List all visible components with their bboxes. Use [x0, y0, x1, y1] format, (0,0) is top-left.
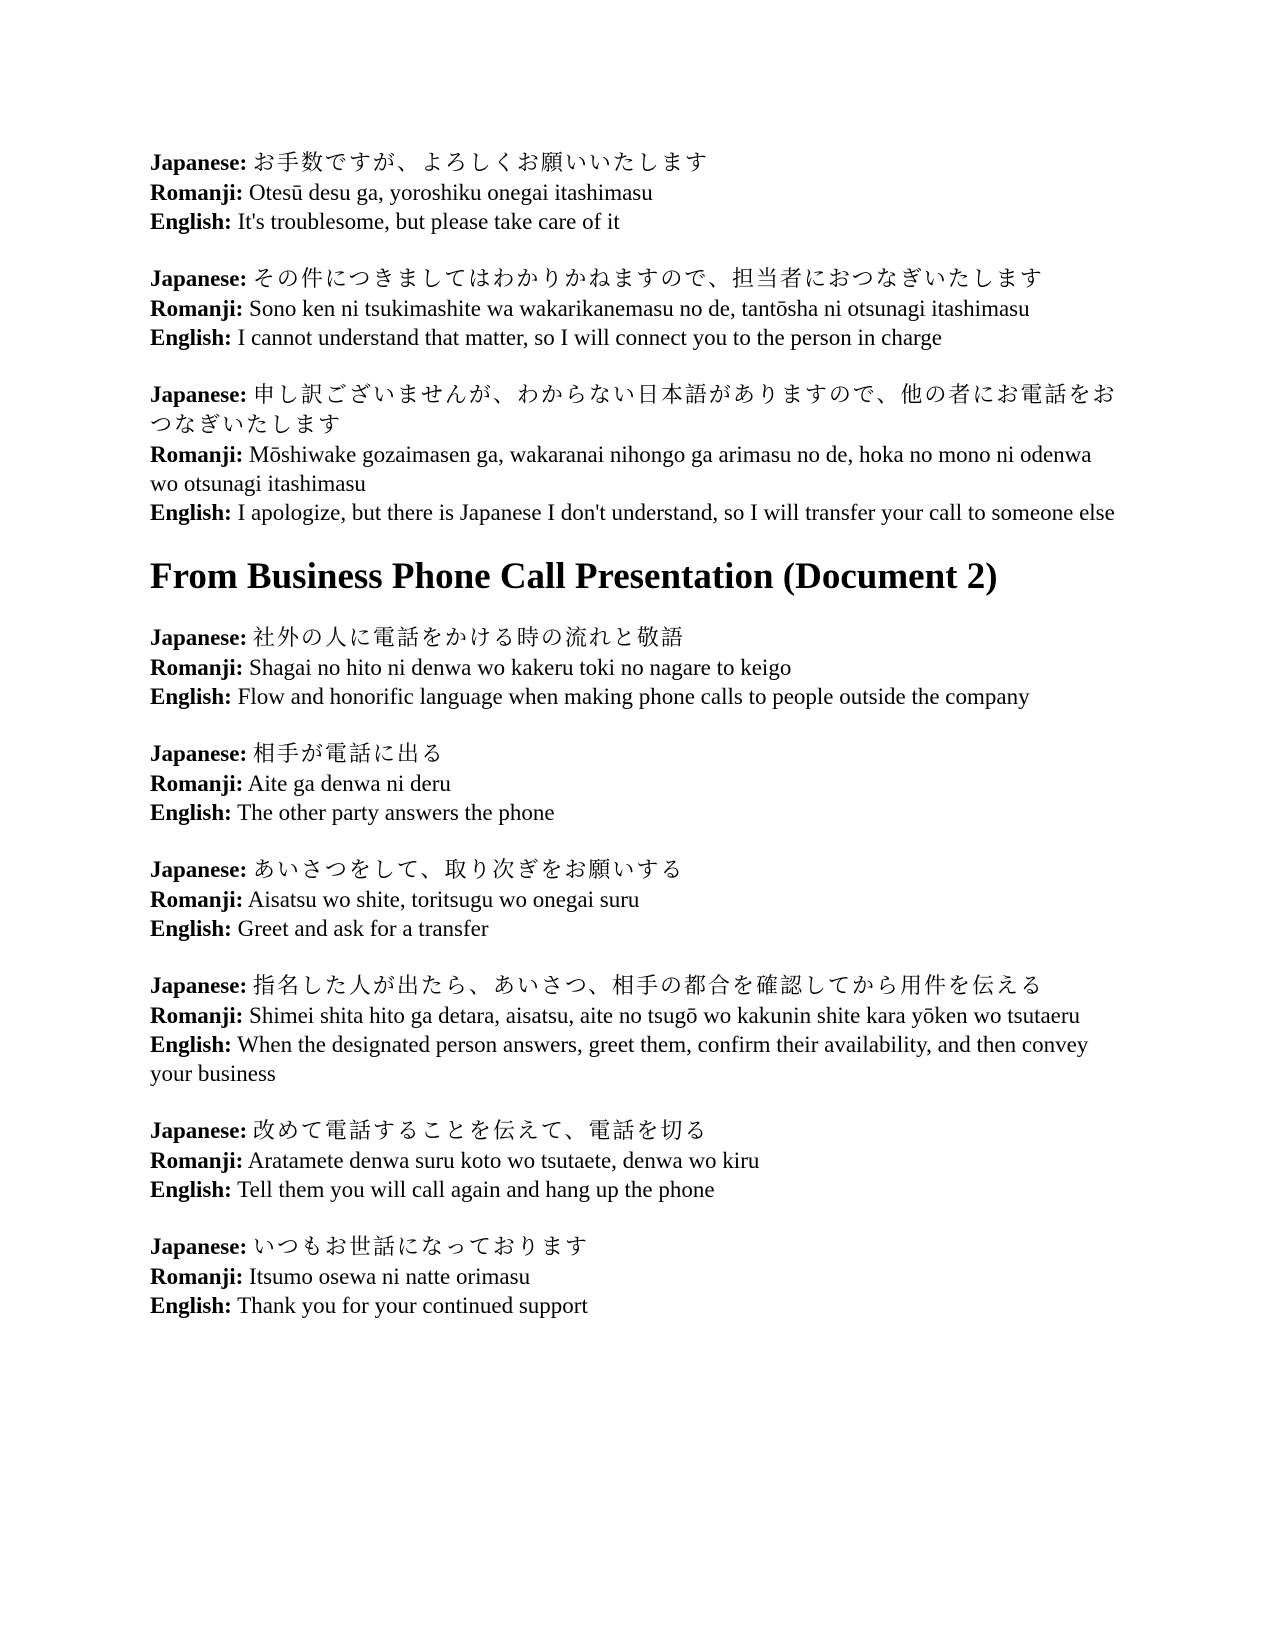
romanji-line: [150, 178, 1125, 207]
japanese-line: [150, 1232, 1125, 1262]
phrase-entry: [150, 739, 1125, 827]
english-label: English:: [150, 1293, 232, 1318]
romanji-label: Romanji:: [150, 887, 244, 912]
romanji-text: Itsumo osewa ni natte orimasu: [249, 1264, 531, 1289]
romanji-text: Shagai no hito ni denwa wo kakeru toki no nagare to keigo: [249, 655, 792, 680]
japanese-line: [150, 1116, 1125, 1146]
phrase-entry: [150, 148, 1125, 236]
japanese-text: 社外の人に電話をかける時の流れと敬語: [252, 626, 685, 651]
romanji-text: Sono ken ni tsukimashite wa wakarikanemasu no de, tantōsha ni otsunagi itashimasu: [249, 296, 1030, 321]
english-label: English:: [150, 1177, 232, 1202]
romanji-line: [150, 1001, 1125, 1030]
japanese-label: Japanese:: [150, 741, 248, 766]
japanese-text: 改めて電話することを伝えて、電話を切る: [252, 1119, 709, 1144]
english-text: When the designated person answers, greet them, confirm their availability, and then convey your business: [150, 1032, 1089, 1086]
japanese-label: Japanese:: [150, 625, 248, 650]
japanese-label: Japanese:: [150, 1118, 248, 1143]
romanji-text: Otesū desu ga, yoroshiku onegai itashimasu: [249, 180, 653, 205]
japanese-label: Japanese:: [150, 150, 248, 175]
english-label: English:: [150, 684, 232, 709]
english-label: English:: [150, 800, 232, 825]
phrase-entry: [150, 623, 1125, 711]
english-text: It's troublesome, but please take care of it: [237, 209, 620, 234]
english-label: English:: [150, 916, 232, 941]
romanji-line: [150, 653, 1125, 682]
japanese-text: 指名した人が出たら、あいさつ、相手の都合を確認してから用件を伝える: [252, 974, 1044, 999]
english-line: [150, 1030, 1125, 1088]
english-text: Flow and honorific language when making phone calls to people outside the company: [237, 684, 1030, 709]
romanji-label: Romanji:: [150, 1003, 244, 1028]
english-label: English:: [150, 325, 232, 350]
romanji-text: Shimei shita hito ga detara, aisatsu, aite no tsugō wo kakunin shite kara yōken wo tsutaeru: [249, 1003, 1081, 1028]
english-text: I cannot understand that matter, so I will connect you to the person in charge: [237, 325, 942, 350]
phrase-entry: [150, 855, 1125, 943]
japanese-line: [150, 148, 1125, 178]
japanese-label: Japanese:: [150, 857, 248, 882]
japanese-line: [150, 739, 1125, 769]
english-label: English:: [150, 1032, 232, 1057]
phrase-entry: [150, 380, 1125, 527]
romanji-line: [150, 885, 1125, 914]
romanji-label: Romanji:: [150, 180, 244, 205]
english-line: [150, 1175, 1125, 1204]
romanji-label: Romanji:: [150, 771, 244, 796]
english-label: English:: [150, 209, 232, 234]
japanese-text: いつもお世話になっております: [252, 1235, 589, 1260]
japanese-text: 申し訳ございませんが、わからない日本語がありますので、他の者にお電話をおつなぎいたします: [150, 383, 1117, 438]
romanji-text: Mōshiwake gozaimasen ga, wakaranai nihongo ga arimasu no de, hoka no mono ni odenwa wo otsunagi itashimasu: [150, 442, 1092, 496]
japanese-line: [150, 623, 1125, 653]
english-line: [150, 798, 1125, 827]
phrase-entry: [150, 1232, 1125, 1320]
romanji-label: Romanji:: [150, 442, 244, 467]
english-text: Tell them you will call again and hang up the phone: [237, 1177, 715, 1202]
japanese-line: [150, 264, 1125, 294]
japanese-line: [150, 971, 1125, 1001]
japanese-line: [150, 855, 1125, 885]
romanji-label: Romanji:: [150, 1148, 244, 1173]
japanese-label: Japanese:: [150, 382, 248, 407]
english-label: English:: [150, 500, 232, 525]
romanji-line: [150, 1262, 1125, 1291]
english-line: [150, 498, 1125, 527]
document-page: [150, 148, 1125, 1348]
japanese-text: あいさつをして、取り次ぎをお願いする: [252, 858, 685, 883]
romanji-line: [150, 1146, 1125, 1175]
romanji-text: Aite ga denwa ni deru: [247, 771, 451, 796]
japanese-text: 相手が電話に出る: [252, 742, 445, 767]
english-text: I apologize, but there is Japanese I don't understand, so I will transfer your call to someone else: [237, 500, 1115, 525]
romanji-line: [150, 440, 1125, 498]
romanji-label: Romanji:: [150, 655, 244, 680]
english-line: [150, 207, 1125, 236]
english-text: The other party answers the phone: [237, 800, 555, 825]
romanji-line: [150, 294, 1125, 323]
romanji-text: Aratamete denwa suru koto wo tsutaete, denwa wo kiru: [247, 1148, 760, 1173]
phrase-entry: [150, 264, 1125, 352]
phrase-entry: [150, 1116, 1125, 1204]
english-text: Greet and ask for a transfer: [237, 916, 489, 941]
section-heading: From Business Phone Call Presentation (Document 2): [150, 556, 998, 597]
japanese-text: その件につきましてはわかりかねますので、担当者におつなぎいたします: [252, 267, 1044, 292]
english-line: [150, 1291, 1125, 1320]
japanese-label: Japanese:: [150, 266, 248, 291]
romanji-label: Romanji:: [150, 296, 244, 321]
japanese-text: お手数ですが、よろしくお願いいたします: [252, 151, 709, 176]
romanji-label: Romanji:: [150, 1264, 244, 1289]
japanese-label: Japanese:: [150, 973, 248, 998]
japanese-line: [150, 380, 1125, 440]
english-line: [150, 323, 1125, 352]
romanji-text: Aisatsu wo shite, toritsugu wo onegai suru: [247, 887, 640, 912]
romanji-line: [150, 769, 1125, 798]
english-line: [150, 914, 1125, 943]
japanese-label: Japanese:: [150, 1234, 248, 1259]
english-line: [150, 682, 1125, 711]
english-text: Thank you for your continued support: [237, 1293, 588, 1318]
phrase-entry: [150, 971, 1125, 1088]
